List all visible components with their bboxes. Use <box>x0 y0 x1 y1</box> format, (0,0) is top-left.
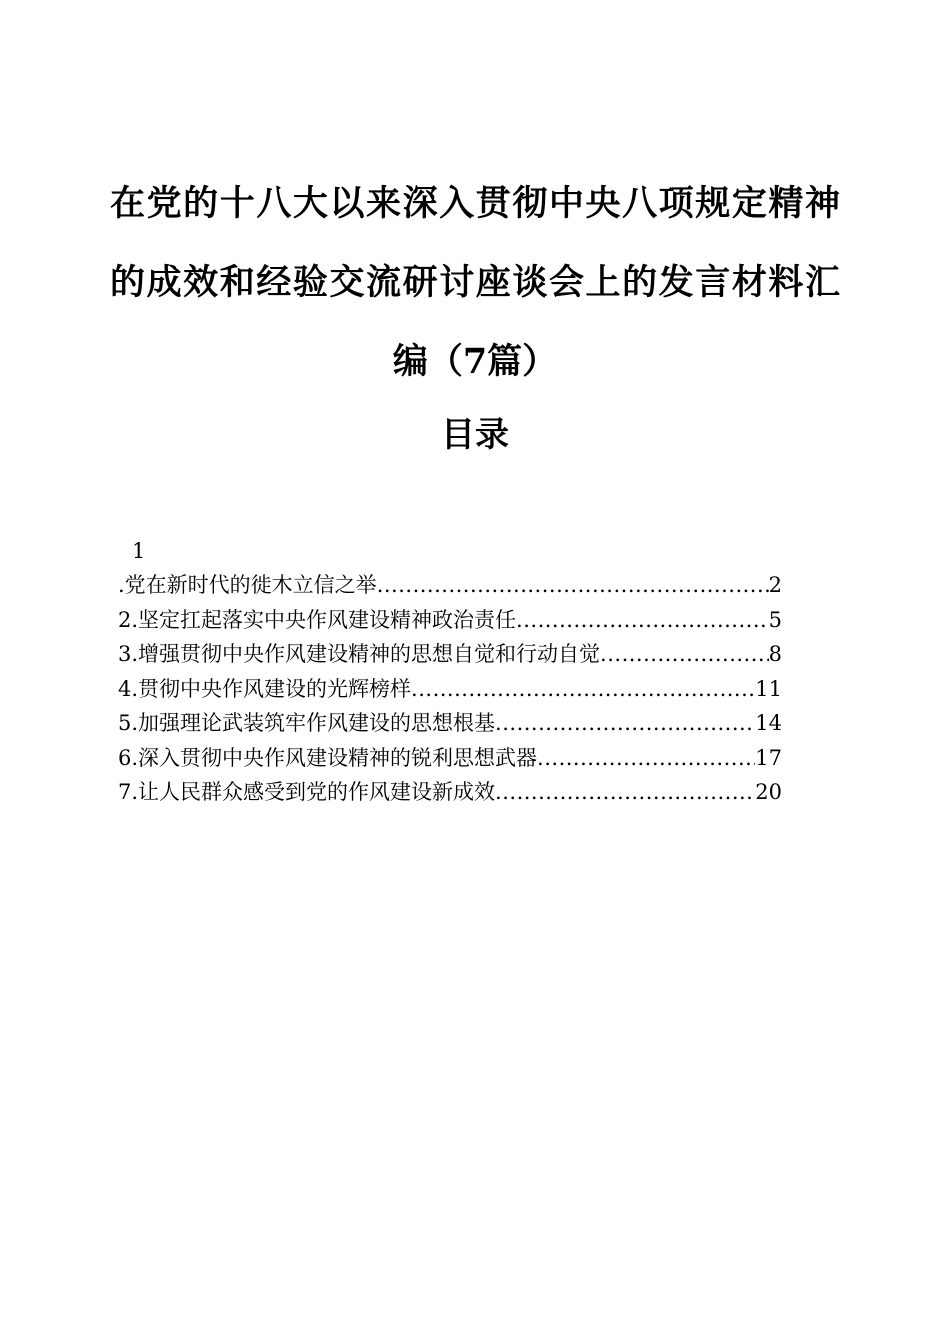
toc-entry-label: 2.坚定扛起落实中央作风建设精神政治责任 <box>118 607 517 632</box>
toc-entry-3[interactable] <box>118 637 782 672</box>
toc-entry-page: 11 <box>755 676 782 701</box>
toc-entry-label: 4.贯彻中央作风建设的光辉榜样 <box>118 676 412 701</box>
toc-heading: 目录 <box>441 415 509 455</box>
toc-entry-page: 2 <box>768 573 782 597</box>
toc-entry-label: 5.加强理论武装筑牢作风建设的思想根基 <box>118 711 496 735</box>
document-title: 在党的十八大以来深入贯彻中央八项规定精神的成效和经验交流研讨座谈会上的发言材料汇编（7篇） <box>110 183 840 382</box>
toc-dot-leader <box>495 706 755 741</box>
toc-entry-page: 8 <box>768 642 782 666</box>
toc-entry-label: 7.让人民群众感受到党的作风建设新成效 <box>118 780 496 804</box>
toc-entry-label: 6.深入贯彻中央作风建设精神的锐利思想武器 <box>118 745 538 770</box>
toc-dot-leader <box>516 603 769 638</box>
toc-entry-label: .党在新时代的徙木立信之举 <box>118 573 377 597</box>
toc-dot-leader <box>495 775 755 810</box>
toc-dot-leader <box>411 672 755 707</box>
toc-entry-2[interactable] <box>118 603 782 638</box>
toc-dot-leader <box>537 741 755 776</box>
toc-dot-leader <box>377 568 769 603</box>
toc-entry-6[interactable] <box>118 741 782 776</box>
toc-entry-page: 14 <box>755 711 782 735</box>
toc-dot-leader <box>600 637 769 672</box>
toc-entry-page: 5 <box>768 607 782 632</box>
toc-entry-5[interactable] <box>118 706 782 741</box>
toc-entry-1[interactable] <box>118 568 782 603</box>
toc-entry-page: 17 <box>755 745 782 770</box>
toc-first-number: 1 <box>132 539 146 563</box>
toc-entry-page: 20 <box>755 780 782 804</box>
toc-entry-4[interactable] <box>118 672 782 707</box>
toc-entry-label: 3.增强贯彻中央作风建设精神的思想自觉和行动自觉 <box>118 642 601 666</box>
table-of-contents <box>118 534 782 810</box>
toc-entry-7[interactable] <box>118 775 782 810</box>
